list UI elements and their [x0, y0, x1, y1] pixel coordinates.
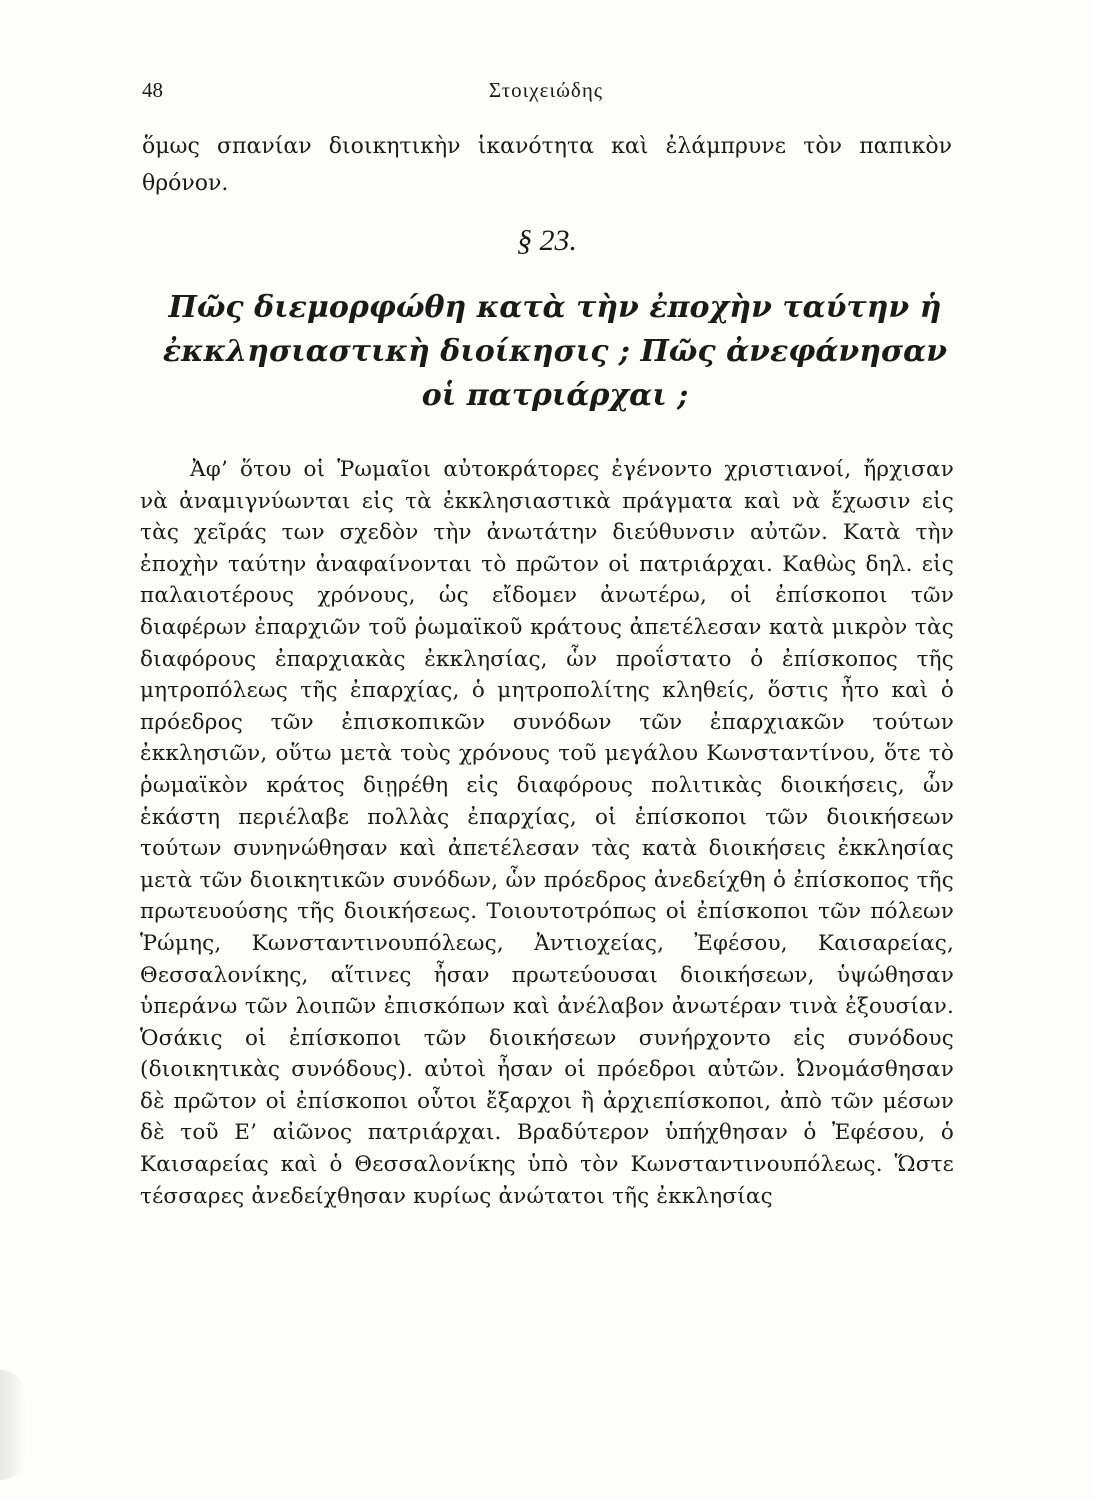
section-number: § 23.	[517, 224, 577, 257]
page-edge-stain	[0, 1370, 26, 1480]
running-title: Στοιχειώδης	[488, 78, 604, 102]
page-number: 48	[142, 78, 163, 102]
carry-over-paragraph: ὅμως σπανίαν διοικητικὴν ἱκανότητα καὶ ἐλάμπρυνε τὸν παπικὸν θρόνον.	[142, 134, 952, 196]
section-heading: Πῶς διεμορφώθη κατὰ τὴν ἐποχὴν ταύτην ἡ ἐκκλησιαστικὴ διοίκησις ; Πῶς ἀνεφάνησαν οἱ πατριάρχαι ;	[162, 290, 948, 413]
running-head	[142, 78, 950, 108]
section-body-paragraph: Ἀφ’ ὅτου οἱ Ῥωμαῖοι αὐτοκράτορες ἐγένοντο χριστιανοί, ἤρχισαν νὰ ἀναμιγνύωνται εἰς τὰ ἐκκλησιαστικὰ πράγματα καὶ νὰ ἔχωσιν εἰς τὰς χεῖράς των σχεδὸν τὴν ἀνωτάτην διεύθυνσιν αὐτῶν. Κατὰ τὴν ἐποχὴν ταύτην ἀναφαίνονται τὸ πρῶτον οἱ πατριάρχαι. Καθὼς δηλ. εἰς παλαιοτέρους χρόνους, ὡς εἴδομεν ἀνωτέρω, οἱ ἐπίσκοποι τῶν διαφέρων ἐπαρχιῶν τοῦ ῥωμαϊκοῦ κράτους ἀπετέλεσαν κατὰ μικρὸν τὰς διαφόρους ἐπαρχιακὰς ἐκκλησίας, ὧν προΐστατο ὁ ἐπίσκοπος τῆς μητροπόλεως τῆς ἐπαρχίας, ὁ μητροπολίτης κληθείς, ὅστις ἦτο καὶ ὁ πρόεδρος τῶν ἐπισκοπικῶν συνόδων τῶν ἐπαρχιακῶν τούτων ἐκκλησιῶν, οὕτω μετὰ τοὺς χρόνους τοῦ μεγάλου Κωνσταντίνου, ὅτε τὸ ῥωμαϊκὸν κράτος διῃρέθη εἰς διαφόρους πολιτικὰς διοικήσεις, ὧν ἑκάστη περιέλαβε πολλὰς ἐπαρχίας, οἱ ἐπίσκοποι τῶν διοικήσεων τούτων συνηνώθησαν καὶ ἀπετέλεσαν τὰς κατὰ διοικήσεις ἐκκλησίας μετὰ τῶν διοικητικῶν συνόδων, ὧν πρόεδρος ἀνεδείχθη ὁ ἐπίσκοπος τῆς πρωτευούσης τῆς διοικήσεως. Τοιουτοτρόπως οἱ ἐπίσκοποι τῶν πόλεων Ῥώμης, Κωνσταντινουπόλεως, Ἀντιοχείας, Ἐφέσου, Καισαρείας, Θεσσαλονίκης, αἵτινες ἦσαν πρωτεύουσαι διοικήσεων, ὑψώθησαν ὑπεράνω τῶν λοιπῶν ἐπισκόπων καὶ ἀνέλαβον ἀνωτέραν τινὰ ἐξουσίαν. Ὁσάκις οἱ ἐπίσκοποι τῶν διοικήσεων συνήρχοντο εἰς συνόδους (διοικητικὰς συνόδους). αὐτοὶ ἦσαν οἱ πρόεδροι αὐτῶν. Ὠνομάσθησαν δὲ πρῶτον οἱ ἐπίσκοποι οὗτοι ἔξαρχοι ἢ ἀρχιεπίσκοποι, ἀπὸ τῶν μέσων δὲ τοῦ Ε’ αἰῶνος πατριάρχαι. Βραδύτερον ὑπήχθησαν ὁ Ἐφέσου, ὁ Καισαρείας καὶ ὁ Θεσσαλονίκης ὑπὸ τὸν Κωνσταντινουπόλεως. Ὥστε τέσσαρες ἀνεδείχθησαν κυρίως ἀνώτατοι τῆς ἐκκλησίας	[140, 457, 954, 1209]
